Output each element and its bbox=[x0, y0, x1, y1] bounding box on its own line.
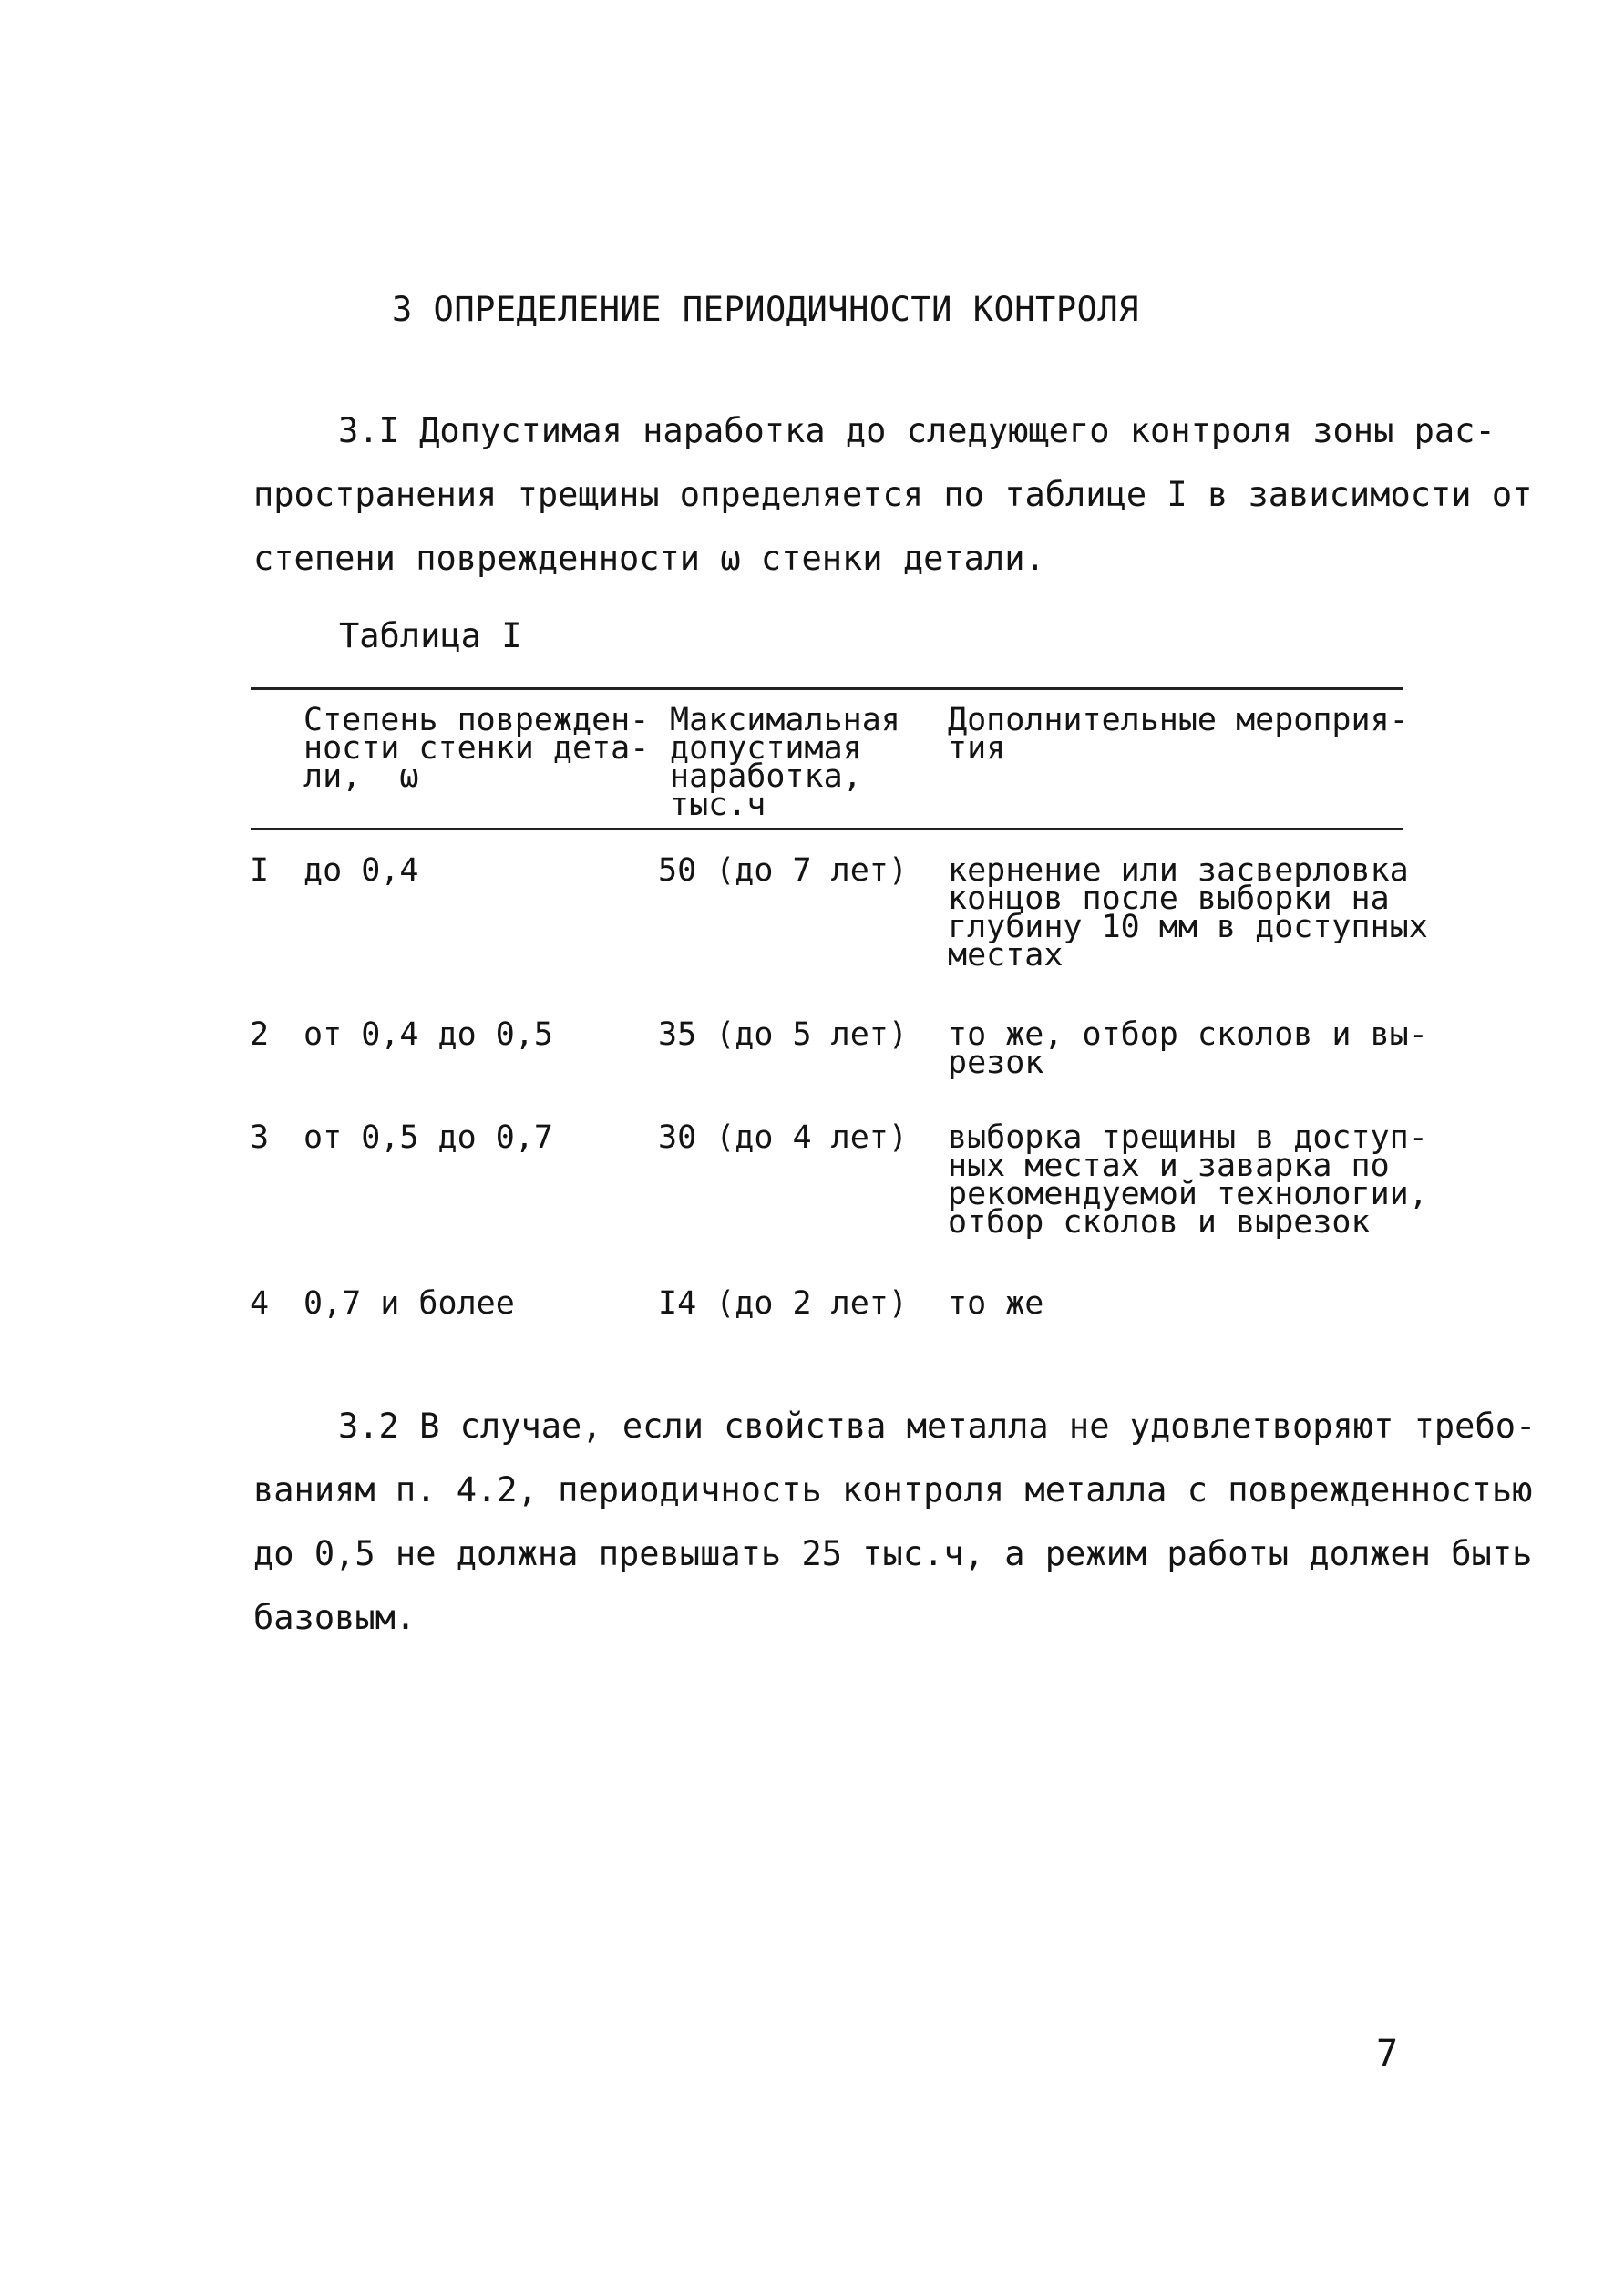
table-header-rule bbox=[251, 828, 1403, 830]
header-additional-measures: Дополнительные мероприя- тия bbox=[948, 702, 1409, 767]
row-number: 2 bbox=[250, 1016, 270, 1053]
paragraph-line: степени поврежденности ω стенки детали. bbox=[253, 539, 1045, 578]
row-number: 4 bbox=[250, 1285, 270, 1322]
row-measures: то же, отбор сколов и вы- резок bbox=[948, 1016, 1428, 1081]
paragraph-line: пространения трещины определяется по таблице I в зависимости от bbox=[253, 475, 1533, 514]
row-runtime: 35 (до 5 лет) bbox=[658, 1016, 908, 1053]
table-top-rule bbox=[251, 687, 1403, 690]
row-damage: от 0,5 до 0,7 bbox=[303, 1119, 553, 1156]
section-heading: 3 ОПРЕДЕЛЕНИЕ ПЕРИОДИЧНОСТИ КОНТРОЛЯ bbox=[392, 290, 1139, 329]
row-damage: 0,7 и более bbox=[303, 1285, 515, 1322]
paragraph-3-1 bbox=[253, 399, 1533, 591]
row-runtime: 50 (до 7 лет) bbox=[658, 852, 908, 889]
paragraph-line: 3.I Допустимая наработка до следующего контроля зоны рас- bbox=[338, 411, 1496, 450]
row-measures: кернение или засверловка концов после выборки на глубину 10 мм в доступных местах bbox=[948, 852, 1428, 974]
paragraph-line: базовым. bbox=[253, 1598, 416, 1637]
row-damage: от 0,4 до 0,5 bbox=[303, 1016, 553, 1053]
row-damage: до 0,4 bbox=[303, 852, 419, 889]
row-number: I bbox=[250, 852, 270, 889]
page-number: 7 bbox=[1376, 2033, 1399, 2075]
table-caption: Таблица I bbox=[339, 616, 522, 655]
row-measures: то же bbox=[948, 1285, 1044, 1322]
header-max-runtime: Максимальная допустимая наработка, тыс.ч bbox=[670, 702, 900, 823]
paragraph-3-2 bbox=[253, 1395, 1537, 1650]
row-runtime: I4 (до 2 лет) bbox=[658, 1285, 908, 1322]
paragraph-line: ваниям п. 4.2, периодичность контроля металла с поврежденностью bbox=[253, 1470, 1533, 1510]
row-measures: выборка трещины в доступ- ных местах и заварка по рекомендуемой технологии, отбор сколов и вырезок bbox=[948, 1119, 1428, 1241]
header-damage-degree: Степень поврежден- ности стенки дета- ли, ω bbox=[303, 702, 650, 795]
row-runtime: 30 (до 4 лет) bbox=[658, 1119, 908, 1156]
paragraph-line: до 0,5 не должна превышать 25 тыс.ч, а режим работы должен быть bbox=[253, 1534, 1533, 1573]
paragraph-line: 3.2 В случае, если свойства металла не удовлетворяют требо- bbox=[338, 1407, 1537, 1446]
row-number: 3 bbox=[250, 1119, 270, 1156]
